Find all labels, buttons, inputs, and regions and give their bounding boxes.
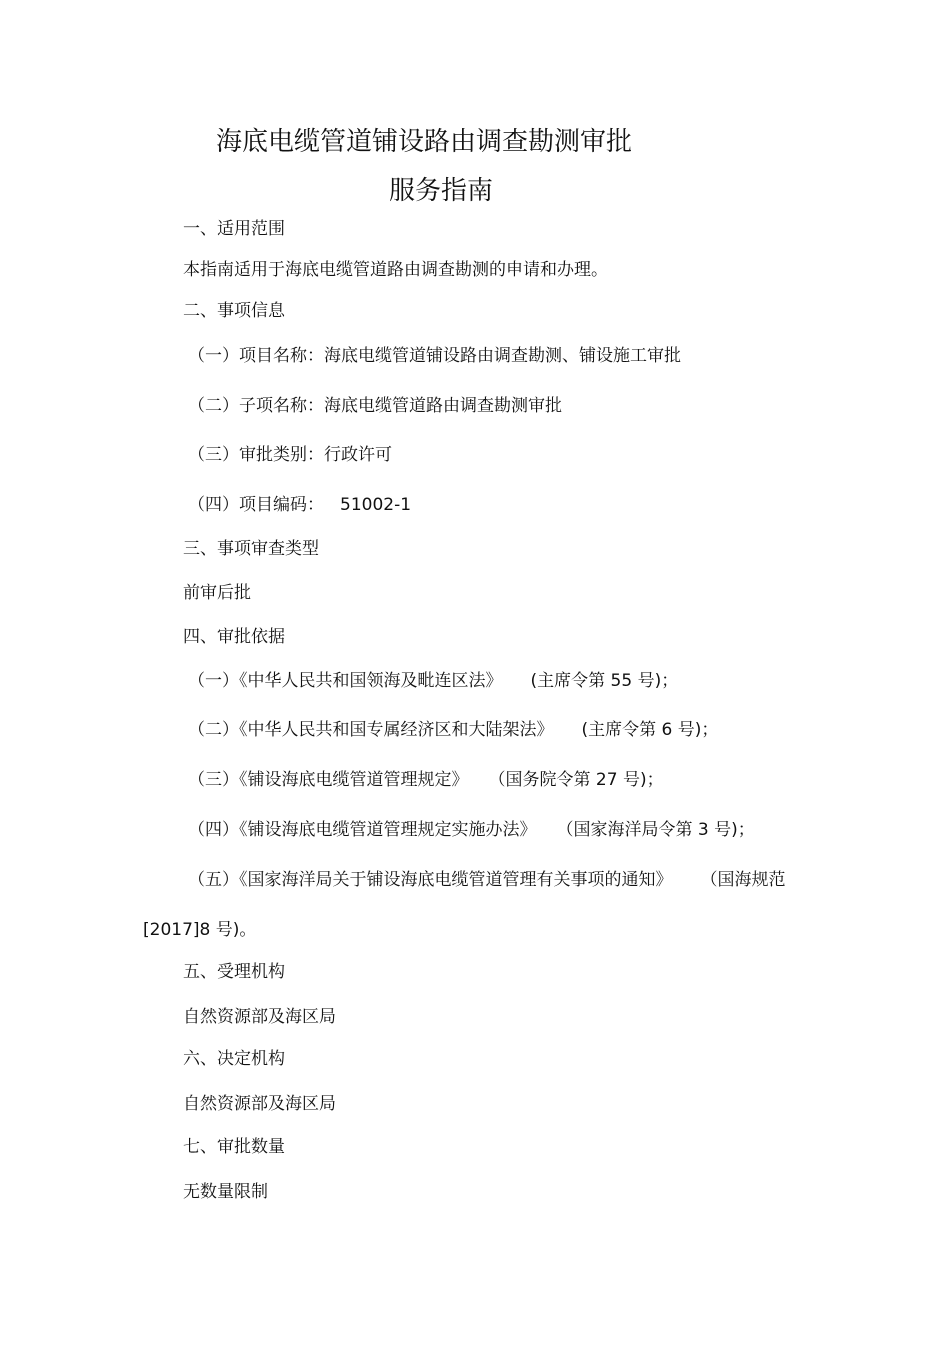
section-6-heading: 六、决定机构 — [183, 1049, 285, 1069]
section-2-item-2: （二）子项名称：海底电缆管道路由调查勘测审批 — [188, 396, 562, 416]
law-title: （三）《铺设海底电缆管道管理规定》 — [188, 770, 469, 790]
law-title: （四）《铺设海底电缆管道管理规定实施办法》 — [188, 820, 537, 840]
section-2-item-1: （一）项目名称：海底电缆管道铺设路由调查勘测、铺设施工审批 — [188, 346, 681, 366]
section-5-text: 自然资源部及海区局 — [183, 1007, 336, 1027]
section-4-heading: 四、审批依据 — [183, 627, 285, 647]
law-title: （五）《国家海洋局关于铺设海底电缆管道管理有关事项的通知》 — [188, 870, 673, 890]
law-order: (主席令第 55 号)； — [530, 671, 679, 691]
section-4-item-4 — [188, 819, 755, 841]
section-1-text: 本指南适用于海底电缆管道路由调查勘测的申请和办理。 — [183, 260, 608, 280]
section-4-item-3 — [188, 769, 664, 791]
section-4-item-5-continued: [2017]8 号)。 — [143, 920, 257, 940]
law-title: （二）《中华人民共和国专属经济区和大陆架法》 — [188, 720, 554, 740]
item-code-value: 51002-1 — [340, 495, 412, 515]
law-title: （一）《中华人民共和国领海及毗连区法》 — [188, 671, 503, 691]
section-2-item-3: （三）审批类别：行政许可 — [188, 445, 392, 465]
law-order: （国务院令第 27 号)； — [488, 770, 664, 790]
section-2-item-4 — [188, 494, 411, 516]
section-2-heading: 二、事项信息 — [183, 301, 285, 321]
section-4-item-1 — [188, 670, 678, 692]
item-code-label: （四）项目编码： — [188, 495, 324, 515]
law-order: （国家海洋局令第 3 号)； — [556, 820, 755, 840]
document-title-line2: 服务指南 — [389, 176, 494, 206]
section-7-heading: 七、审批数量 — [183, 1137, 285, 1157]
document-title-line1: 海底电缆管道铺设路由调查勘测审批 — [216, 127, 633, 157]
law-order: （国海规范 — [700, 870, 786, 890]
section-3-heading: 三、事项审查类型 — [183, 539, 319, 559]
section-6-text: 自然资源部及海区局 — [183, 1094, 336, 1114]
section-4-item-2 — [188, 719, 718, 741]
law-order: (主席令第 6 号)； — [581, 720, 719, 740]
section-5-heading: 五、受理机构 — [183, 962, 285, 982]
section-1-heading: 一、适用范围 — [183, 219, 285, 239]
section-3-text: 前审后批 — [183, 583, 251, 603]
section-7-text: 无数量限制 — [183, 1182, 268, 1202]
section-4-item-5 — [188, 869, 786, 891]
